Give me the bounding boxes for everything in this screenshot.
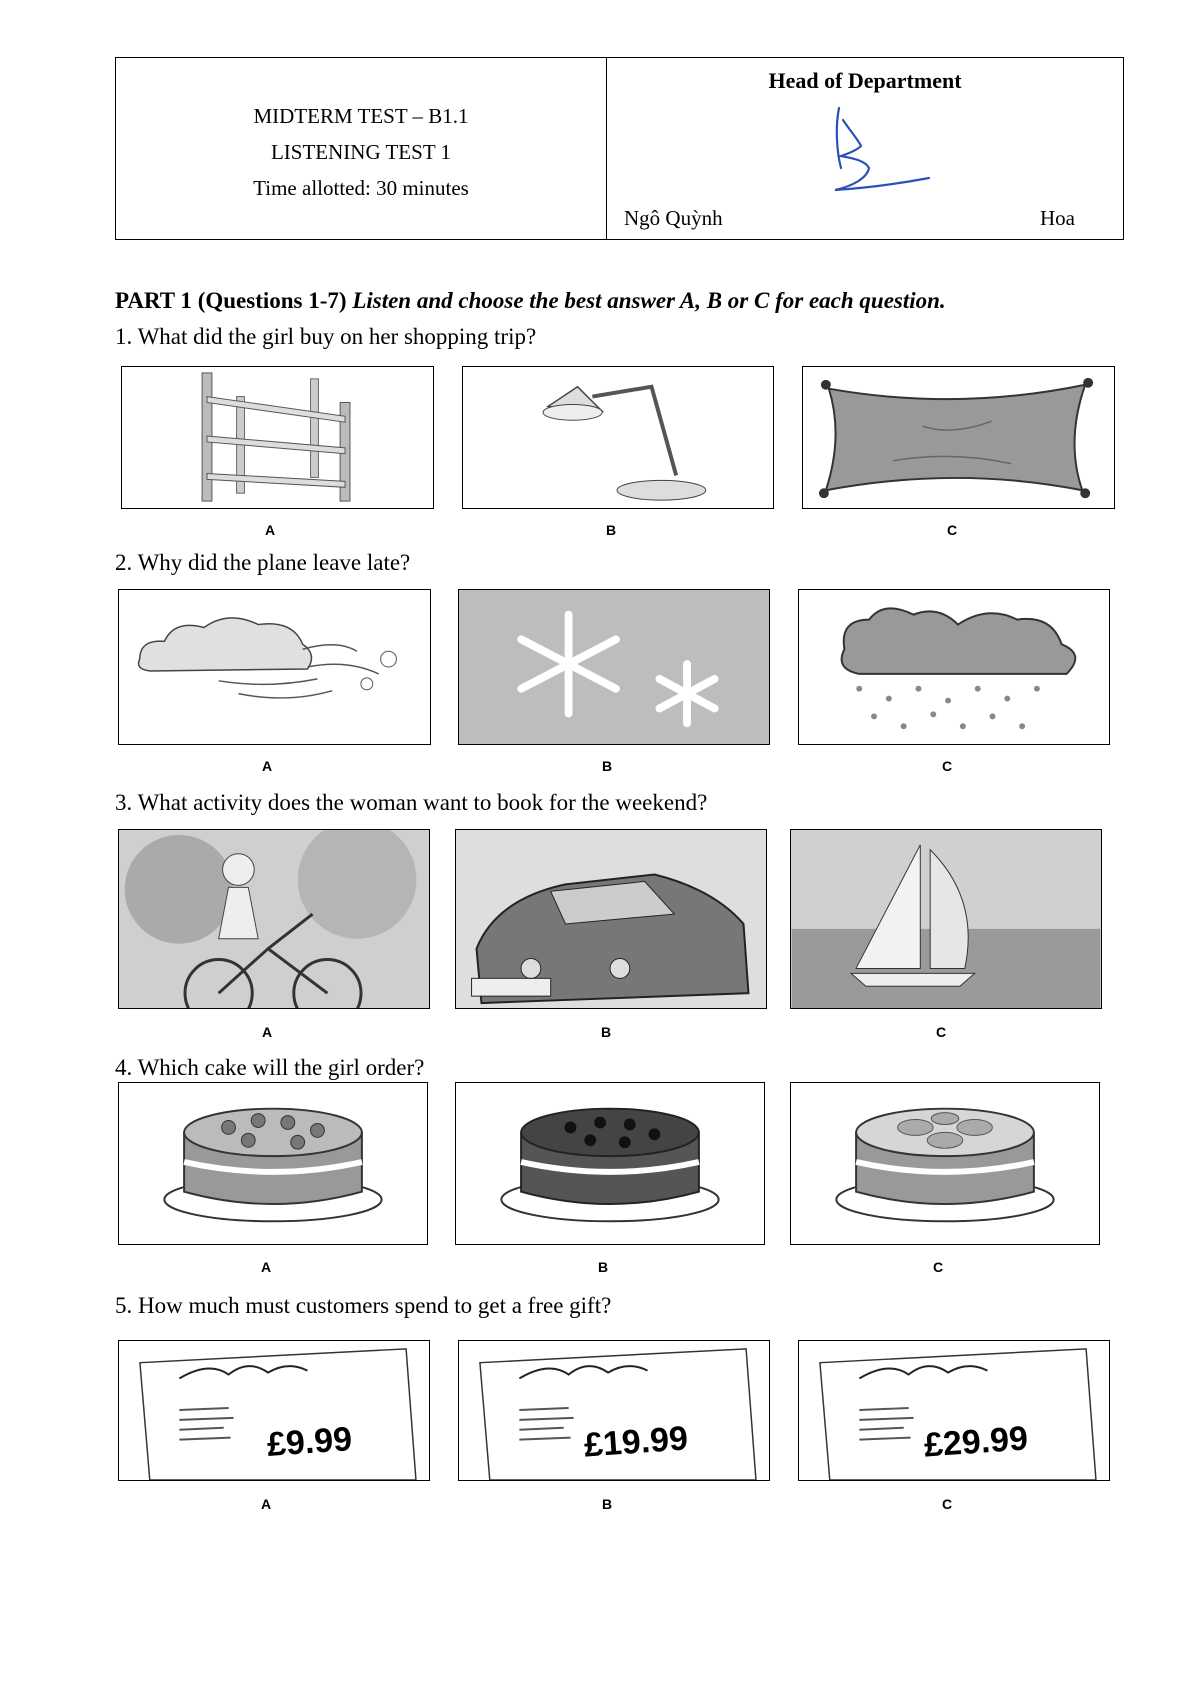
chocolate-cake-icon <box>456 1083 764 1244</box>
q1-option-b-image[interactable] <box>462 366 774 509</box>
q5-option-a-image[interactable] <box>118 1340 430 1481</box>
shelves-icon <box>122 367 433 508</box>
test-info <box>116 58 607 239</box>
cushion-icon <box>803 367 1114 508</box>
time-allotted: Time allotted: 30 minutes <box>253 175 469 200</box>
q1-option-a-image[interactable] <box>121 366 434 509</box>
snowflake-icon <box>459 590 769 744</box>
q3-option-a-label: A <box>261 1024 273 1040</box>
receipt-price: £19.99 <box>582 1419 690 1465</box>
strawberry-cake-icon <box>119 1083 427 1244</box>
approver-title: Head of Department <box>768 68 962 93</box>
q5-option-a-label: A <box>260 1496 272 1512</box>
q3-option-b-image[interactable] <box>455 829 767 1009</box>
signature-image <box>817 98 937 196</box>
fruit-cake-icon <box>791 1083 1099 1244</box>
q2-option-c-label: C <box>941 758 953 774</box>
q1-option-a-label: A <box>264 522 276 538</box>
approver-name-right: Hoa <box>1040 206 1075 230</box>
q3-option-c-image[interactable] <box>790 829 1102 1009</box>
q5-option-b-label: B <box>601 1496 613 1512</box>
desk-lamp-icon <box>463 367 773 508</box>
q1-option-b-label: B <box>605 522 617 538</box>
q4-option-a-label: A <box>260 1259 272 1275</box>
q4-option-b-label: B <box>597 1259 609 1275</box>
sailing-boat-icon <box>791 830 1101 1008</box>
q3-option-b-label: B <box>600 1024 612 1040</box>
q2-option-b-label: B <box>601 758 613 774</box>
q4-option-c-label: C <box>932 1259 944 1275</box>
part-label: PART 1 <box>115 288 192 313</box>
q2-option-b-image[interactable] <box>458 589 770 745</box>
q2-option-a-image[interactable] <box>118 589 431 745</box>
wind-icon <box>119 590 430 744</box>
q4-option-b-image[interactable] <box>455 1082 765 1245</box>
q2-option-c-image[interactable] <box>798 589 1110 745</box>
part-1-heading <box>115 288 946 314</box>
car-icon <box>456 830 766 1008</box>
q4-option-c-image[interactable] <box>790 1082 1100 1245</box>
q1-option-c-image[interactable] <box>802 366 1115 509</box>
question-3-text: 3. What activity does the woman want to book for the weekend? <box>115 790 708 815</box>
header-table <box>115 57 1124 240</box>
q5-option-c-image[interactable] <box>798 1340 1110 1481</box>
q3-option-c-label: C <box>935 1024 947 1040</box>
q5-option-b-image[interactable] <box>458 1340 770 1481</box>
rain-cloud-icon <box>799 590 1109 744</box>
part-instruction: Listen and choose the best answer A, B or C for each question. <box>352 288 946 313</box>
approver-name-left: Ngô Quỳnh <box>624 206 723 230</box>
test-subtitle: LISTENING TEST 1 <box>270 139 452 164</box>
q1-option-c-label: C <box>946 522 958 538</box>
question-5-text: 5. How much must customers spend to get a free gift? <box>115 1293 612 1318</box>
receipt-price: £29.99 <box>922 1419 1030 1465</box>
q5-option-c-label: C <box>941 1496 953 1512</box>
test-title: MIDTERM TEST – B1.1 <box>253 103 469 128</box>
cycling-icon <box>119 830 429 1008</box>
receipt-price: £9.99 <box>265 1420 354 1464</box>
q2-option-a-label: A <box>261 758 273 774</box>
question-range: (Questions 1-7) <box>191 288 353 313</box>
q4-option-a-image[interactable] <box>118 1082 428 1245</box>
question-1-text: 1. What did the girl buy on her shopping trip? <box>115 324 537 349</box>
approval-box <box>607 58 1123 239</box>
q3-option-a-image[interactable] <box>118 829 430 1009</box>
question-2-text: 2. Why did the plane leave late? <box>115 550 411 575</box>
question-4-text: 4. Which cake will the girl order? <box>115 1055 425 1080</box>
